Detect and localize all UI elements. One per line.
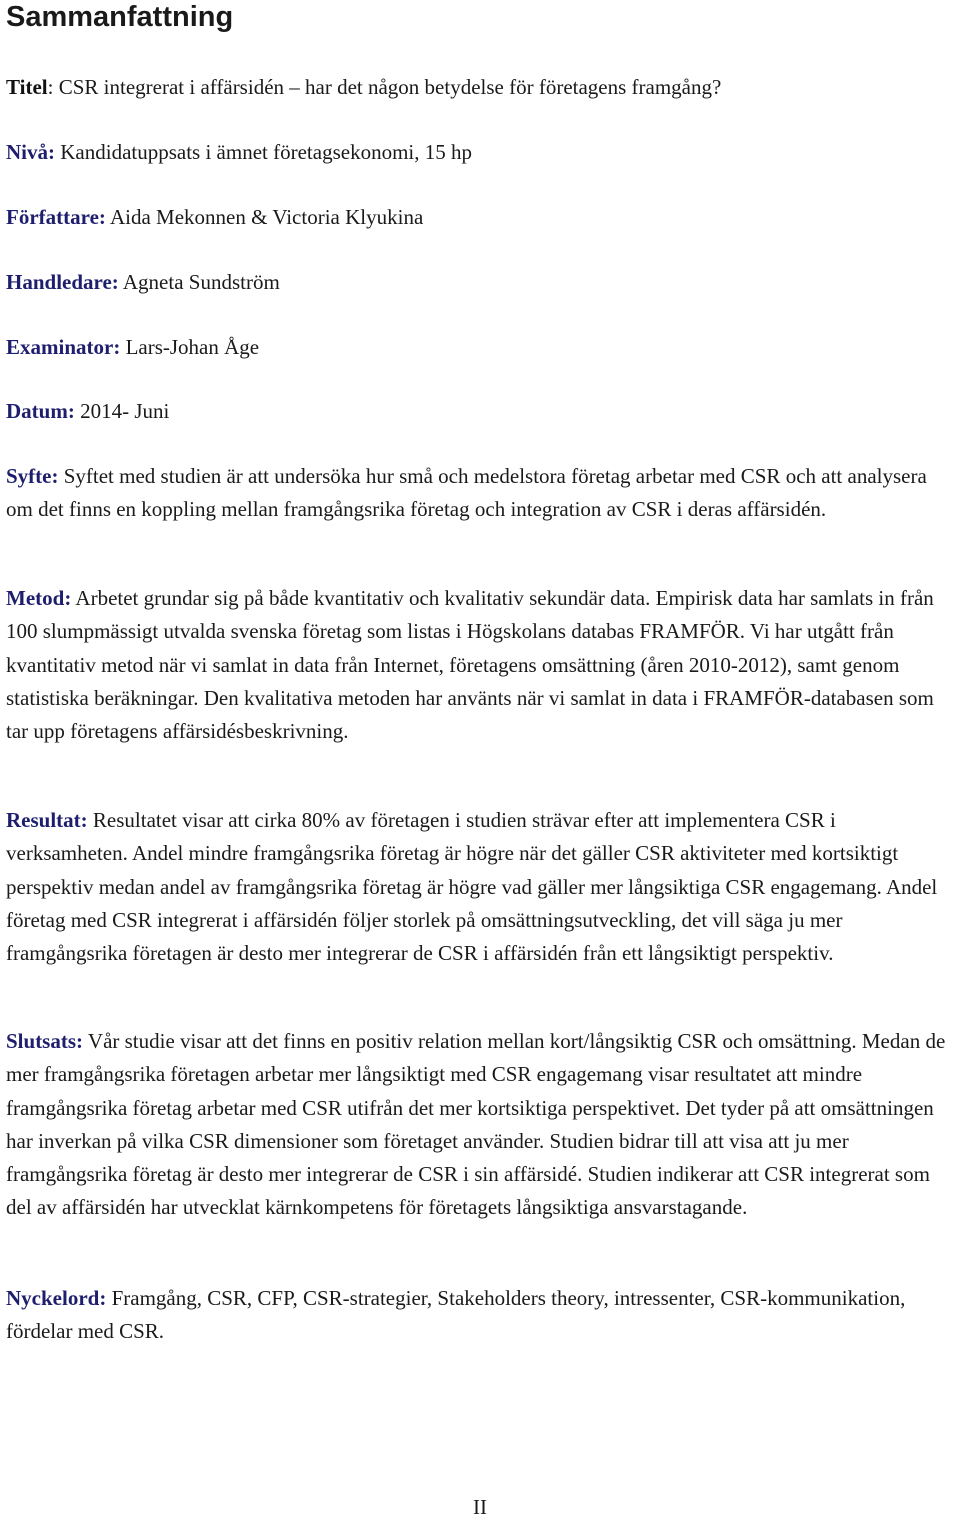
metod-paragraph	[6, 582, 954, 748]
field-label: Titel	[6, 75, 48, 99]
resultat-paragraph	[6, 804, 954, 970]
field-label: Datum:	[6, 399, 75, 423]
slutsats-paragraph	[6, 1025, 954, 1225]
field-examinator	[6, 331, 259, 364]
slutsats-text: Vår studie visar att det finns en positiv relation mellan kort/långsiktig CSR och omsättning. Medan de mer framgångsrika företagen arbetar mer långsiktigt med CSR engagemang visar resultatet att mindre framgångsrika företag arbetar med CSR utifrån det mer kortsiktiga perspektivet. Det tyder på att omsättningen har inverkan på vilka CSR dimensioner som företaget använder. Studien bidrar till att visa att ju mer framgångsrika företag är desto mer integrerar de CSR i sin affärsidé. Studien indikerar att CSR integrerat som del av affärsidén har utvecklat kärnkompetens för företagets långsiktiga ansvarstagande.	[6, 1029, 946, 1220]
slutsats-label: Slutsats:	[6, 1029, 84, 1053]
field-value: : CSR integrerat i affärsidén – har det någon betydelse för företagens framgång?	[47, 75, 722, 99]
syfte-paragraph	[6, 460, 954, 527]
field-handledare	[6, 266, 280, 299]
resultat-text: Resultatet visar att cirka 80% av företagen i studien strävar efter att implementera CSR i verksamheten. Andel mindre framgångsrika företag är högre när det gäller CSR aktiviteter med kortsiktigt perspektiv medan andel av framgångsrika företag är högre vad gäller mer långsiktiga CSR engagemang. Andel företag med CSR integrerat i affärsidén följer storlek på omsättningsutveckling, det vill säga ju mer framgångsrika företagen är desto mer integrerar de CSR i affärsidén från ett långsiktigt perspektiv.	[6, 808, 938, 966]
field-label: Examinator:	[6, 335, 121, 359]
metod-text: Arbetet grundar sig på både kvantitativ och kvalitativ sekundär data. Empirisk data har samlats in från 100 slumpmässigt utvalda svenska företag som listas i Högskolans databas FRAMFÖR. Vi har utgått från kvantitativ metod när vi samlat in data från Internet, företagens omsättning (åren 2010-2012), samt genom statistiska beräkningar. Den kvalitativa metoden har använts när vi samlat in data i FRAMFÖR-databasen som tar upp företagens affärsidésbeskrivning.	[6, 586, 934, 744]
syfte-text: Syftet med studien är att undersöka hur små och medelstora företag arbetar med CSR och att analysera om det finns en koppling mellan framgångsrika företag och integration av CSR i deras affärsidén.	[6, 464, 927, 522]
field-niva	[6, 136, 472, 169]
field-value: Lars-Johan Åge	[120, 335, 260, 359]
field-label: Författare:	[6, 205, 106, 229]
field-value: Aida Mekonnen & Victoria Klyukina	[105, 205, 424, 229]
field-forfattare	[6, 201, 423, 234]
field-value: Kandidatuppsats i ämnet företagsekonomi, 15 hp	[55, 140, 472, 164]
nyckelord-text: Framgång, CSR, CFP, CSR-strategier, Stakeholders theory, intressenter, CSR-kommunikation, fördelar med CSR.	[6, 1286, 906, 1344]
field-label: Nivå:	[6, 140, 55, 164]
nyckelord-label: Nyckelord:	[6, 1286, 107, 1310]
metod-label: Metod:	[6, 586, 72, 610]
field-value: 2014- Juni	[74, 399, 170, 423]
page-number: II	[473, 1495, 487, 1519]
field-titel	[6, 71, 721, 104]
field-label: Handledare:	[6, 270, 119, 294]
page-title: Sammanfattning	[6, 1, 234, 33]
field-value: Agneta Sundström	[118, 270, 280, 294]
resultat-label: Resultat:	[6, 808, 88, 832]
syfte-label: Syfte:	[6, 464, 59, 488]
field-datum	[6, 395, 169, 428]
nyckelord-paragraph	[6, 1282, 954, 1349]
